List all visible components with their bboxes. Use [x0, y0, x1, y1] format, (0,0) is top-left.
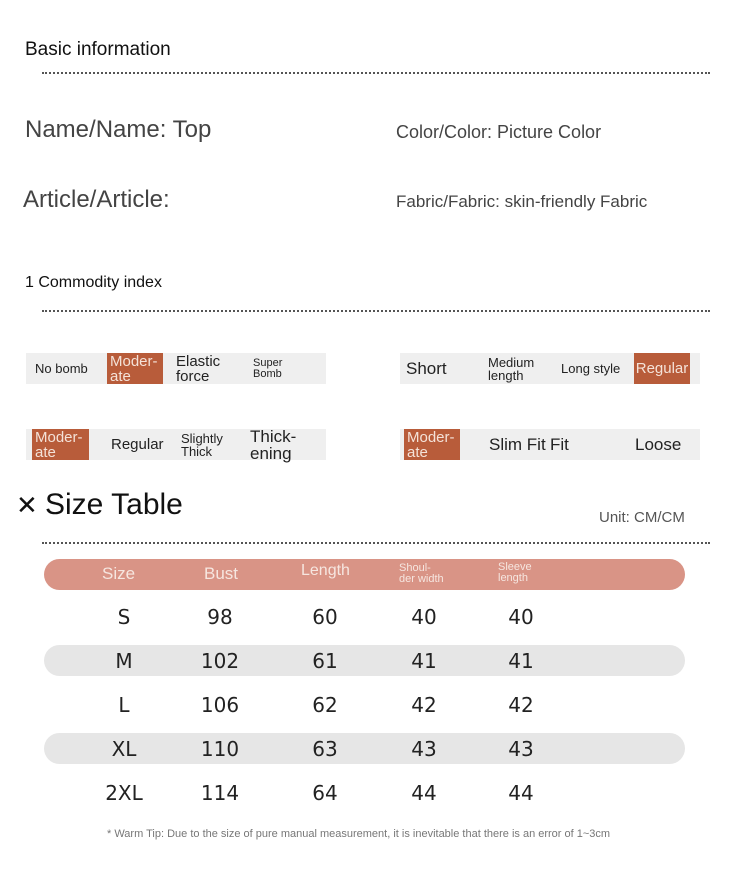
cell-shoulder-width: 44: [411, 781, 437, 805]
elasticity-option: Elastic force: [176, 352, 221, 385]
fabric-field: Fabric/Fabric: skin-friendly Fabric: [396, 192, 648, 211]
divider: [42, 310, 710, 312]
elasticity-option: Super Bomb: [253, 356, 283, 380]
cell-sleeve-length: 43: [508, 737, 534, 761]
cell-bust: 106: [200, 693, 240, 717]
cell-length: 63: [312, 737, 338, 761]
fit-option: Slim Fit: [489, 435, 546, 454]
cell-bust: 114: [200, 781, 240, 805]
cell-size: 2XL: [105, 781, 143, 805]
cell-length: 62: [312, 693, 338, 717]
thickness-option: Regular: [111, 436, 164, 453]
warm-tip: * Warm Tip: Due to the size of pure manual measurement, it is inevitable that there is an error of 1~3cm: [107, 828, 611, 840]
cell-shoulder-width: 42: [411, 693, 437, 717]
cell-bust: 110: [200, 737, 240, 761]
thickness-option: Slightly Thick: [181, 430, 223, 459]
cell-shoulder-width: 43: [411, 737, 437, 761]
cell-sleeve-length: 41: [508, 649, 534, 673]
size-table-header: [44, 559, 685, 590]
header-bust: Bust: [204, 564, 239, 583]
cell-size: S: [117, 605, 131, 629]
elasticity-index-bar: [26, 353, 326, 384]
size-table-title: Size Table: [45, 488, 183, 521]
fit-option: Loose: [635, 435, 682, 454]
article-field: Article/Article:: [23, 186, 170, 213]
divider: [42, 542, 710, 544]
color-field: Color/Color: Picture Color: [396, 122, 602, 142]
length-option: Long style: [561, 361, 621, 376]
unit-label: Unit: CM/CM: [599, 509, 685, 526]
cell-size: XL: [111, 737, 137, 761]
cell-length: 61: [312, 649, 338, 673]
close-icon: ✕: [16, 490, 38, 520]
cell-size: L: [118, 693, 130, 717]
cell-sleeve-length: 44: [508, 781, 534, 805]
thickness-option-selected: Moder- ate: [32, 429, 89, 460]
thickness-index-bar: [26, 426, 326, 463]
length-index-bar: [400, 353, 700, 384]
header-sleeve-length: Sleeve length: [498, 561, 532, 584]
length-option: Short: [406, 359, 447, 378]
length-option: Medium length: [488, 354, 535, 383]
thickness-option: Thick- ening: [250, 426, 297, 463]
header-size: Size: [102, 564, 136, 583]
cell-sleeve-length: 40: [508, 605, 534, 629]
cell-shoulder-width: 41: [411, 649, 437, 673]
cell-sleeve-length: 42: [508, 693, 534, 717]
basic-info-title: Basic information: [25, 39, 171, 60]
name-field: Name/Name: Top: [25, 116, 212, 143]
fit-index-bar: [400, 429, 700, 460]
header-length: Length: [301, 562, 350, 579]
cell-bust: 98: [207, 605, 233, 629]
commodity-index-title: 1 Commodity index: [25, 274, 162, 291]
cell-size: M: [115, 649, 133, 673]
cell-length: 60: [312, 605, 338, 629]
cell-shoulder-width: 40: [411, 605, 437, 629]
fit-option: Fit: [550, 435, 569, 454]
divider: [42, 72, 710, 74]
header-shoulder-width: Shoul- der width: [399, 562, 444, 585]
cell-length: 64: [312, 781, 338, 805]
fit-option-selected: Moder- ate: [404, 429, 460, 460]
length-option-selected: Regular: [634, 353, 690, 384]
elasticity-option-selected: Moder- ate: [107, 353, 163, 384]
elasticity-option: No bomb: [35, 361, 88, 376]
cell-bust: 102: [200, 649, 240, 673]
